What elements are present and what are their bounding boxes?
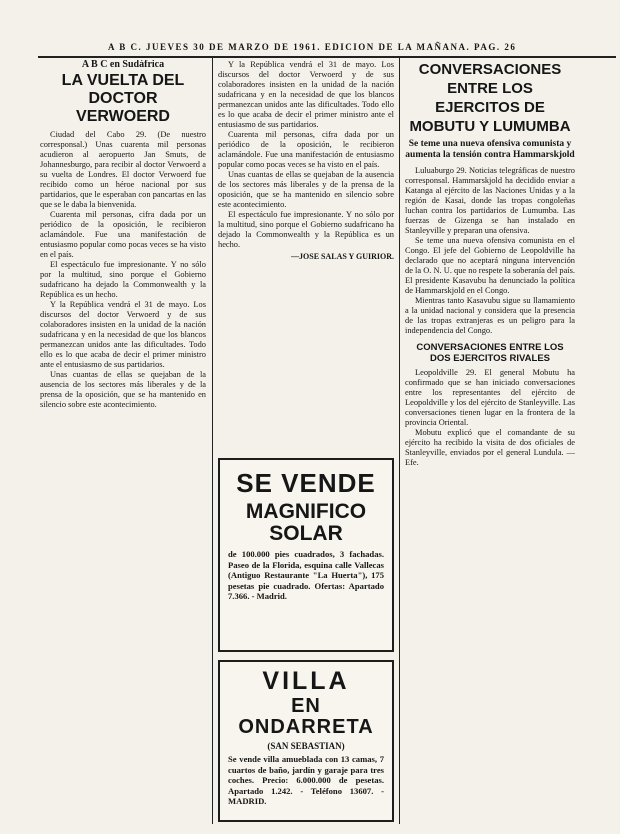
ad-solar	[218, 458, 394, 652]
right-article-headline: CONVERSACIONES ENTRE LOS EJERCITOS DE MOBUTU Y LUMUMBA	[409, 61, 571, 135]
article-paragraph: Se teme una nueva ofensiva comunista en el Congo. El jefe del Gobierno de Leopoldville ha declarado que no aceptará ninguna intervención de la O. N. U. que no respete la soberanía del país. El presidente Kasavubu ha denunciado la política de Hammarskjold en el Congo.	[405, 236, 575, 295]
article-paragraph: El espectáculo fue impresionante. Y no sólo por la multitud, sino porque el Gobierno sudafricano ha dejado la Commonwealth y la República es un hecho.	[40, 260, 206, 299]
ad-villa-location: (SAN SEBASTIAN)	[267, 741, 345, 752]
header-rule	[38, 56, 616, 58]
right-article-subheadline: Se teme una nueva ofensiva comunista y aumenta la tensión contra Hammarskjold	[405, 139, 575, 160]
column-rule-1	[212, 58, 213, 824]
ad-villa-title-2: EN ONDARRETA	[238, 695, 374, 739]
ad-solar-title-2: MAGNIFICO SOLAR	[245, 500, 367, 546]
ad-villa-title-1: VILLA	[262, 667, 350, 695]
article-headline: LA VUELTA DEL DOCTOR VERWOERD	[61, 72, 185, 125]
article-paragraph: Y la República vendrá el 31 de mayo. Los discursos del doctor Verwoerd y de sus colaboradores insisten en la unidad de la nación sudafricana y en la necesidad de que los blancos permanezcan unidos ante las dificultades. Todo ello es lo que acaba de decir el primer ministro ante el entusiasmo de sus partidarios.	[40, 300, 206, 369]
left-article-col-2	[218, 60, 394, 438]
right-article-second-headline: CONVERSACIONES ENTRE LOS DOS EJERCITOS RIVALES	[416, 342, 564, 364]
column-rule-2	[399, 58, 400, 824]
ad-villa-body: Se vende villa amueblada con 13 camas, 7 cuartos de baño, jardín y garaje para tres coches. Precio: 6.000.000 de pesetas. Apartado 1.242. - Teléfono 13607. - MADRID.	[228, 754, 384, 807]
right-article	[405, 60, 575, 824]
article-paragraph: El espectáculo fue impresionante. Y no sólo por la multitud, sino porque el Gobierno sudafricano ha dejado la Commonwealth y la República es un hecho.	[218, 210, 394, 249]
article-paragraph: Cuarenta mil personas, cifra dada por un periódico de la oposición, le recibieron aclamándole. Fue una manifestación de entusiasmo popular como pocas veces se ha visto en el país.	[218, 130, 394, 169]
ad-solar-body: de 100.000 pies cuadrados, 3 fachadas. Paseo de la Florida, esquina calle Vallecas (Antiguo Restaurante "La Huerta"), 175 pesetas pie cuadrado. Ofertas: Apartado 7.366. - Madrid.	[228, 549, 384, 602]
article-paragraph: Mobutu explicó que el comandante de su ejército ha recibido la visita de dos oficiales de Stanleyville, enviados por el general Lundula. — Efe.	[405, 428, 575, 467]
ad-villa	[218, 660, 394, 822]
article-kicker: A B C en Sudáfrica	[81, 60, 165, 70]
article-paragraph: Y la República vendrá el 31 de mayo. Los discursos del doctor Verwoerd y de sus colaboradores insisten en la unidad de la nación sudafricana y en la necesidad de que los blancos permanezcan unidos ante las dificultades. Todo ello es lo que acaba de decir el primer ministro ante el entusiasmo de sus partidarios.	[218, 60, 394, 129]
article-paragraph: Unas cuantas de ellas se quejaban de la ausencia de los sectores más liberales y de la prensa de la oposición, que se ha mantenido en silencio sobre este acontecimiento.	[218, 170, 394, 209]
article-paragraph: Unas cuantas de ellas se quejaban de la ausencia de los sectores más liberales y de la prensa de la oposición, que se ha mantenido en silencio sobre este acontecimiento.	[40, 370, 206, 409]
article-paragraph: Luluaburgo 29. Noticias telegráficas de nuestro corresponsal. Hammarskjold ha decidido enviar a Katanga al ejército de las Naciones Unidas y a la región de Kasai, donde las tropas congoleñas luchan contra los partidarios de Lumumba. Las fuerzas de Gizenga se han instalado en Stanleyville y preparan una ofensiva.	[405, 166, 575, 235]
page-header: A B C. JUEVES 30 DE MARZO DE 1961. EDICION DE LA MAÑANA. PAG. 26	[108, 42, 517, 52]
left-article-col-1	[40, 60, 206, 820]
article-paragraph: Mientras tanto Kasavubu sigue su llamamiento a la unidad nacional y considera que la presencia de las tropas extranjeras es un peligro para la independencia del Congo.	[405, 296, 575, 335]
article-byline: —JOSE SALAS Y GUIRIOR.	[291, 252, 394, 261]
article-paragraph: Leopoldville 29. El general Mobutu ha confirmado que se han iniciado conversaciones entre los representantes del ejército de Leopoldville y los del ejército de Stanleyville. Las conversaciones tienen lugar en la frontera de la provincia Oriental.	[405, 368, 575, 427]
article-paragraph: Ciudad del Cabo 29. (De nuestro corresponsal.) Unas cuarenta mil personas acudieron al aeropuerto Jan Smuts, de Johannesburgo, para recibir al doctor Verwoerd a su vuelta de Londres. El doctor Verwoerd fue recibido como un héroe nacional por sus partidarios, que le esperaban con pancartas en las que se le daba la bienvenida.	[40, 130, 206, 209]
ad-solar-title-1: SE VENDE	[236, 468, 376, 498]
article-paragraph: Cuarenta mil personas, cifra dada por un periódico de la oposición, le recibieron aclamándole. Fue una manifestación de entusiasmo popular como pocas veces se ha visto en el país.	[40, 210, 206, 259]
